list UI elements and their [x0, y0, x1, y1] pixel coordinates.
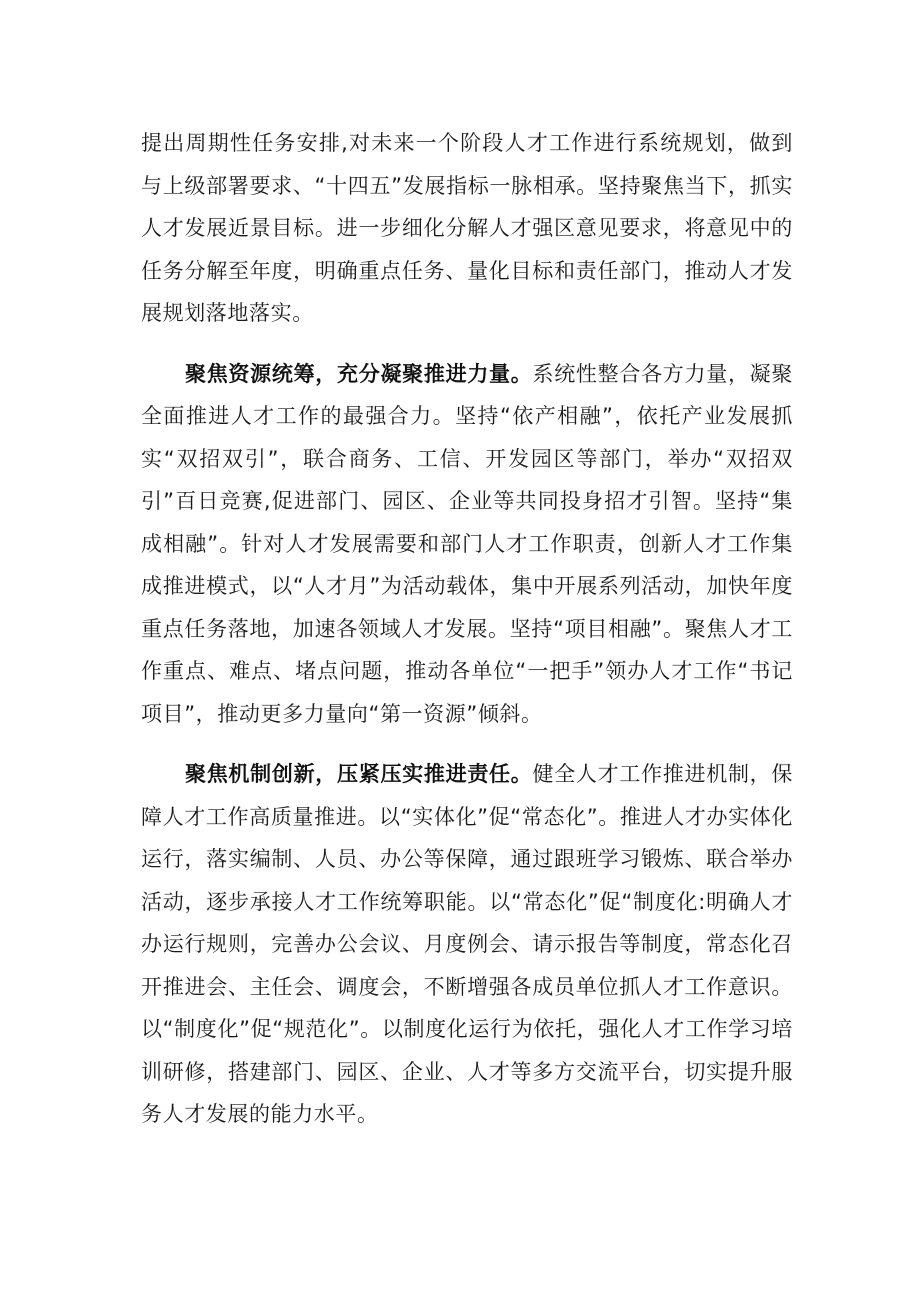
paragraph-3-text: 健全人才工作推进机制，保障人才工作高质量推进。以“实体化”促“常态化”。推进人才办实体化运行，落实编制、人员、办公等保障，通过跟班学习锻炼、联合举办活动，逐步承接人才工作统筹职能。以“常态化”促“制度化:明确人才办运行规则，完善办公会议、月度例会、请示报告等制度，常态化召开推进会、主任会、调度会，不断增强各成员单位抓人才工作意识。以“制度化”促“规范化”。以制度化运行为依托，强化人才工作学习培训研修，搭建部门、园区、企业、人才等多方交流平台，切实提升服务人才发展的能力水平。 [141, 762, 793, 1126]
paragraph-2-text: 系统性整合各方力量，凝聚全面推进人才工作的最强合力。坚持“依产相融”，依托产业发展抓实“双招双引”，联合商务、工信、开发园区等部门，举办“双招双引”百日竞赛,促进部门、园区、企业等共同投身招才引智。坚持“集成相融”。针对人才发展需要和部门人才工作职责，创新人才工作集成推进模式，以“人才月”为活动载体，集中开展系列活动，加快年度重点任务落地，加速各领域人才发展。坚持“项目相融”。聚焦人才工作重点、难点、堵点问题，推动各单位“一把手”领办人才工作“书记项目”，推动更多力量向“第一资源”倾斜。 [141, 361, 793, 726]
paragraph-2-lead: 聚焦资源统筹，充分凝聚推进力量。 [185, 361, 533, 386]
paragraph-3-lead: 聚焦机制创新，压紧压实推进责任。 [185, 762, 533, 786]
paragraph-1 [141, 122, 793, 335]
paragraph-3 [141, 753, 793, 1136]
paragraph-2 [141, 353, 793, 736]
paragraph-1-text: 提出周期性任务安排,对未来一个阶段人才工作进行系统规划，做到与上级部署要求、“十四五”发展指标一脉相承。坚持聚焦当下，抓实人才发展近景目标。进一步细化分解人才强区意见要求，将意见中的任务分解至年度，明确重点任务、量化目标和责任部门，推动人才发展规划落地落实。 [141, 131, 793, 325]
document-body [141, 122, 793, 1154]
